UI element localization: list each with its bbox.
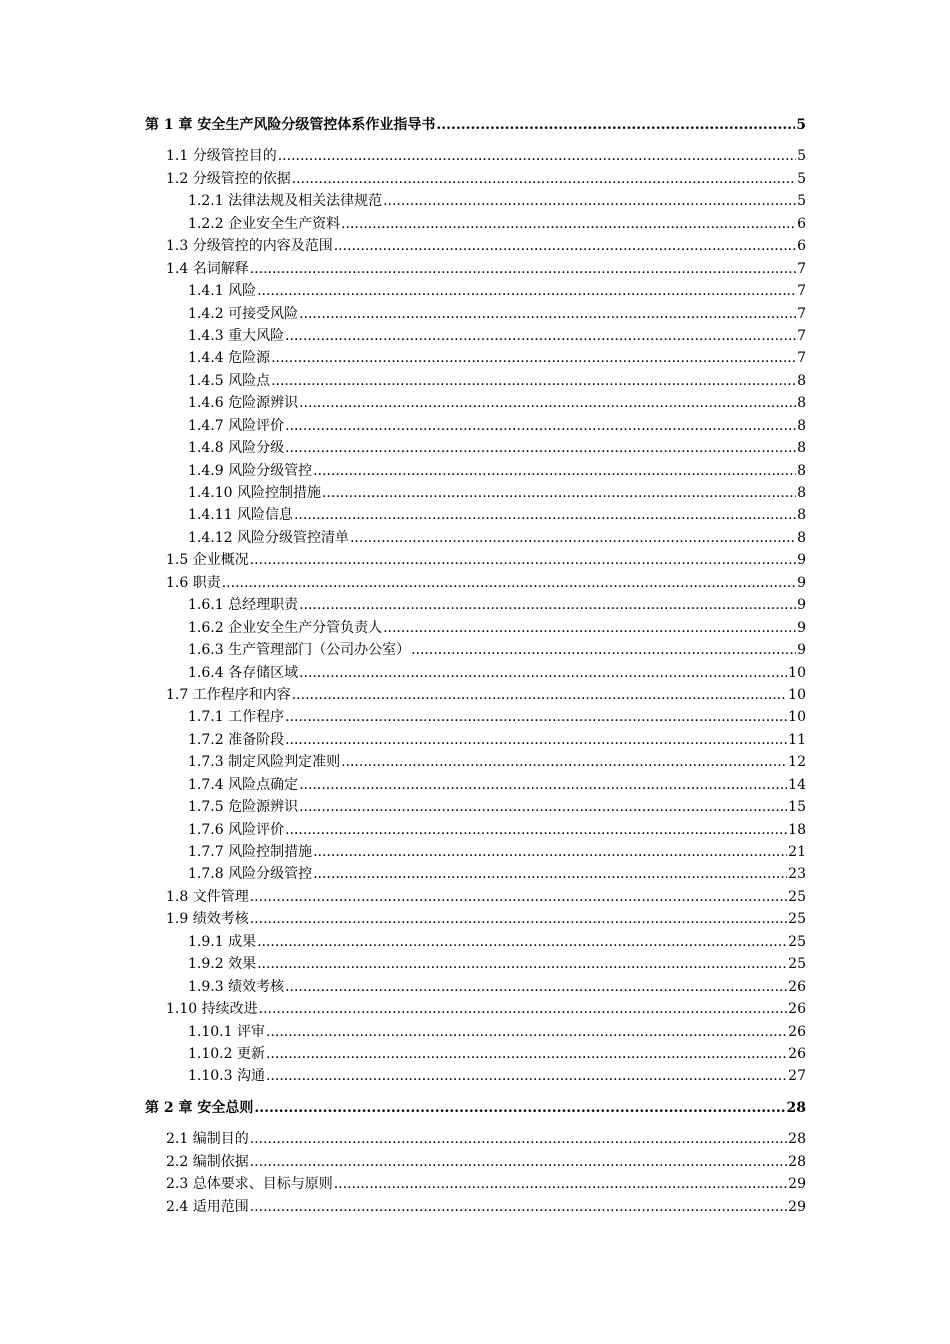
dot-leader [222, 572, 796, 594]
dot-leader [250, 258, 796, 280]
toc-page-number: 27 [788, 1068, 806, 1085]
toc-entry-title: 1.6.1 总经理职责 [188, 597, 299, 614]
dot-leader [285, 729, 787, 751]
dot-leader [383, 190, 796, 212]
toc-entry-title: 1.7.3 制定风险判定准则 [188, 754, 341, 771]
toc-page-number: 26 [788, 1023, 806, 1040]
toc-entry[interactable] [145, 931, 806, 953]
toc-entry[interactable] [145, 190, 806, 212]
toc-entry[interactable] [145, 1128, 806, 1150]
toc-page-number: 9 [797, 619, 806, 636]
toc-page-number: 5 [796, 117, 806, 133]
dot-leader [250, 886, 787, 908]
toc-page-number: 25 [788, 956, 806, 973]
toc-page-number: 21 [788, 844, 806, 860]
toc-page-number: 7 [797, 283, 806, 300]
dot-leader [278, 145, 796, 167]
toc-entry[interactable] [145, 751, 806, 773]
toc-entry-title: 1.7.4 风险点确定 [188, 776, 299, 793]
dot-leader [313, 460, 796, 482]
toc-entry[interactable] [145, 1173, 806, 1195]
toc-entry-title: 1.3 分级管控的内容及范围 [166, 238, 333, 255]
toc-entry-title: 1.7.5 危险源辨识 [188, 799, 299, 816]
toc-page-number: 14 [788, 776, 806, 793]
toc-page-number: 25 [788, 888, 806, 905]
toc-entry-title: 1.6.4 各存储区域 [188, 664, 299, 681]
toc-entry-title: 1.9 绩效考核 [166, 911, 249, 928]
toc-entry-title: 1.4.3 重大风险 [188, 327, 285, 344]
toc-entry-title: 1.4.1 风险 [188, 283, 257, 300]
toc-entry[interactable] [145, 1043, 806, 1065]
dot-leader [266, 1043, 787, 1065]
toc-entry-title: 1.4.2 可接受风险 [188, 305, 299, 322]
toc-entry[interactable] [145, 415, 806, 437]
toc-page-number: 7 [797, 305, 806, 322]
toc-entry[interactable] [145, 258, 806, 280]
dot-leader [254, 1097, 785, 1119]
dot-leader [322, 482, 796, 504]
toc-entry-title: 1.4.4 危险源 [188, 350, 271, 367]
toc-entry-title: 1.10.2 更新 [188, 1045, 265, 1062]
toc-entry[interactable] [145, 213, 806, 235]
dot-leader [292, 168, 796, 190]
toc-entry[interactable] [145, 1021, 806, 1043]
toc-entry[interactable] [145, 504, 806, 526]
toc-page-number: 9 [797, 597, 806, 614]
dot-leader [250, 1196, 787, 1218]
toc-entry-title: 1.4.5 风险点 [188, 372, 271, 389]
toc-page-number: 25 [788, 933, 806, 950]
toc-entry-title: 1.4.11 风险信息 [188, 507, 293, 524]
toc-entry-title: 1.8 文件管理 [166, 888, 249, 905]
toc-entry[interactable] [145, 706, 806, 728]
toc-entry-title: 1.7.6 风险评价 [188, 821, 285, 838]
toc-entry[interactable] [145, 617, 806, 639]
toc-entry[interactable] [145, 863, 806, 885]
toc-page-number: 6 [797, 215, 806, 232]
toc-page-number: 5 [797, 170, 806, 187]
toc-entry[interactable] [145, 662, 806, 684]
toc-page-number: 10 [788, 686, 806, 703]
toc-entry[interactable] [145, 976, 806, 998]
toc-entry-title: 1.6.3 生产管理部门（公司办公室） [188, 642, 411, 659]
toc-page-number: 9 [797, 642, 806, 659]
dot-leader [350, 527, 796, 549]
toc-page-number: 5 [797, 148, 806, 165]
dot-leader [285, 437, 796, 459]
toc-entry-title: 1.9.3 绩效考核 [188, 978, 285, 995]
toc-entry[interactable] [145, 235, 806, 257]
toc-entry-title: 1.2.2 企业安全生产资料 [188, 215, 341, 232]
toc-entry-title: 2.4 适用范围 [166, 1198, 249, 1215]
dot-leader [285, 415, 796, 437]
toc-entry[interactable] [145, 392, 806, 414]
toc-entry[interactable] [145, 303, 806, 325]
toc-entry[interactable] [145, 1065, 806, 1087]
dot-leader [383, 617, 796, 639]
toc-page-number: 8 [797, 529, 806, 546]
toc-page-number: 23 [788, 866, 806, 883]
dot-leader [334, 1173, 787, 1195]
dot-leader [285, 706, 787, 728]
toc-entry[interactable] [145, 460, 806, 482]
dot-leader [313, 841, 787, 863]
toc-page-number: 8 [797, 395, 806, 412]
toc-entry-title: 第 2 章 安全总则 [145, 1099, 254, 1116]
dot-leader [299, 303, 796, 325]
toc-entry[interactable] [145, 280, 806, 302]
toc-entry-title: 1.4.8 风险分级 [188, 440, 285, 457]
toc-page-number: 26 [788, 978, 806, 995]
dot-leader [436, 114, 795, 136]
toc-chapter-entry[interactable] [145, 1097, 806, 1119]
toc-entry[interactable] [145, 841, 806, 863]
toc-entry-title: 1.4.9 风险分级管控 [188, 462, 313, 479]
dot-leader [292, 684, 787, 706]
toc-page-number: 11 [788, 731, 806, 748]
toc-entry[interactable] [145, 347, 806, 369]
dot-leader [299, 662, 787, 684]
toc-page-number: 9 [797, 552, 806, 569]
toc-entry-title: 1.4.12 风险分级管控清单 [188, 529, 349, 546]
toc-page-number: 8 [797, 485, 806, 501]
toc-entry-title: 1.2.1 法律法规及相关法律规范 [188, 193, 383, 210]
toc-entry-title: 1.4.7 风险评价 [188, 417, 285, 434]
toc-page-number: 7 [797, 260, 806, 277]
toc-entry[interactable] [145, 594, 806, 616]
toc-page-number: 28 [786, 1099, 806, 1116]
dot-leader [299, 774, 787, 796]
toc-entry[interactable] [145, 482, 806, 504]
toc-page-number: 8 [797, 417, 806, 434]
toc-entry-title: 1.6.2 企业安全生产分管负责人 [188, 619, 383, 636]
dot-leader [266, 1065, 787, 1087]
toc-entry[interactable] [145, 998, 806, 1020]
toc-entry[interactable] [145, 1196, 806, 1218]
toc-page-number: 29 [788, 1198, 806, 1215]
toc-entry[interactable] [145, 774, 806, 796]
toc-page-number: 12 [788, 754, 806, 771]
toc-entry-title: 1.2 分级管控的依据 [166, 170, 291, 187]
toc-entry-title: 第 1 章 安全生产风险分级管控体系作业指导书 [145, 117, 436, 133]
toc-page-number: 5 [797, 193, 806, 210]
toc-page-number: 18 [788, 821, 806, 838]
toc-page-number: 15 [788, 799, 806, 816]
dot-leader [285, 976, 787, 998]
toc-entry[interactable] [145, 370, 806, 392]
toc-entry-title: 1.7.1 工作程序 [188, 709, 285, 726]
dot-leader [341, 751, 787, 773]
dot-leader [250, 908, 787, 930]
toc-page-number: 7 [797, 350, 806, 367]
toc-entry[interactable] [145, 168, 806, 190]
toc-entry[interactable] [145, 1151, 806, 1173]
dot-leader [299, 796, 787, 818]
toc-entry[interactable] [145, 908, 806, 930]
toc-entry-title: 1.4.6 危险源辨识 [188, 395, 299, 412]
toc-page-number: 8 [797, 440, 806, 457]
toc-page-number: 28 [788, 1153, 806, 1170]
dot-leader [250, 1151, 787, 1173]
toc-entry[interactable] [145, 325, 806, 347]
dot-leader [285, 819, 787, 841]
toc-page-number: 25 [788, 911, 806, 928]
dot-leader [271, 370, 796, 392]
dot-leader [294, 504, 796, 526]
dot-leader [411, 639, 796, 661]
dot-leader [259, 998, 788, 1020]
toc-entry-title: 1.7.8 风险分级管控 [188, 866, 313, 883]
dot-leader [334, 235, 796, 257]
toc-page-number: 28 [788, 1131, 806, 1148]
toc-entry[interactable] [145, 886, 806, 908]
toc-entry-title: 1.7 工作程序和内容 [166, 686, 291, 703]
dot-leader [299, 594, 796, 616]
toc-page-number: 9 [797, 574, 806, 591]
toc-entry-title: 1.4.10 风险控制措施 [188, 485, 321, 501]
toc-entry-title: 2.2 编制依据 [166, 1153, 249, 1170]
toc-entry-title: 2.3 总体要求、目标与原则 [166, 1176, 333, 1193]
toc-entry[interactable] [145, 953, 806, 975]
toc-entry-title: 1.7.7 风险控制措施 [188, 844, 313, 860]
dot-leader [313, 863, 787, 885]
toc-page-number: 7 [797, 327, 806, 344]
toc-entry-title: 1.10.3 沟通 [188, 1068, 265, 1085]
toc-chapter-entry[interactable] [145, 114, 806, 136]
toc-page-number: 8 [797, 372, 806, 389]
toc-page-number: 10 [788, 709, 806, 726]
dot-leader [271, 347, 796, 369]
toc-entry-title: 1.9.2 效果 [188, 956, 257, 973]
dot-leader [250, 1128, 787, 1150]
toc-entry[interactable] [145, 639, 806, 661]
toc-page-number: 10 [788, 664, 806, 681]
dot-leader [250, 549, 796, 571]
toc-entry[interactable] [145, 572, 806, 594]
dot-leader [299, 392, 796, 414]
toc-entry-title: 2.1 编制目的 [166, 1131, 249, 1148]
toc-entry-title: 1.10 持续改进 [166, 1001, 258, 1018]
dot-leader [285, 325, 796, 347]
dot-leader [257, 953, 787, 975]
toc-page-number: 26 [788, 1001, 806, 1018]
toc-entry-title: 1.10.1 评审 [188, 1023, 265, 1040]
table-of-contents [145, 114, 806, 1218]
toc-entry[interactable] [145, 796, 806, 818]
toc-page-number: 29 [788, 1176, 806, 1193]
toc-entry-title: 1.5 企业概况 [166, 552, 249, 569]
toc-page-number: 26 [788, 1045, 806, 1062]
toc-entry[interactable] [145, 819, 806, 841]
toc-entry[interactable] [145, 729, 806, 751]
toc-entry[interactable] [145, 684, 806, 706]
toc-entry-title: 1.4 名词解释 [166, 260, 249, 277]
toc-entry-title: 1.1 分级管控目的 [166, 148, 277, 165]
toc-page-number: 8 [797, 462, 806, 479]
toc-entry[interactable] [145, 527, 806, 549]
dot-leader [257, 280, 796, 302]
toc-page-number: 8 [797, 507, 806, 524]
toc-entry[interactable] [145, 549, 806, 571]
toc-page-number: 6 [797, 238, 806, 255]
dot-leader [266, 1021, 787, 1043]
toc-entry-title: 1.9.1 成果 [188, 933, 257, 950]
dot-leader [257, 931, 787, 953]
toc-entry[interactable] [145, 437, 806, 459]
dot-leader [341, 213, 796, 235]
toc-entry[interactable] [145, 145, 806, 167]
toc-entry-title: 1.6 职责 [166, 574, 221, 591]
toc-entry-title: 1.7.2 准备阶段 [188, 731, 285, 748]
